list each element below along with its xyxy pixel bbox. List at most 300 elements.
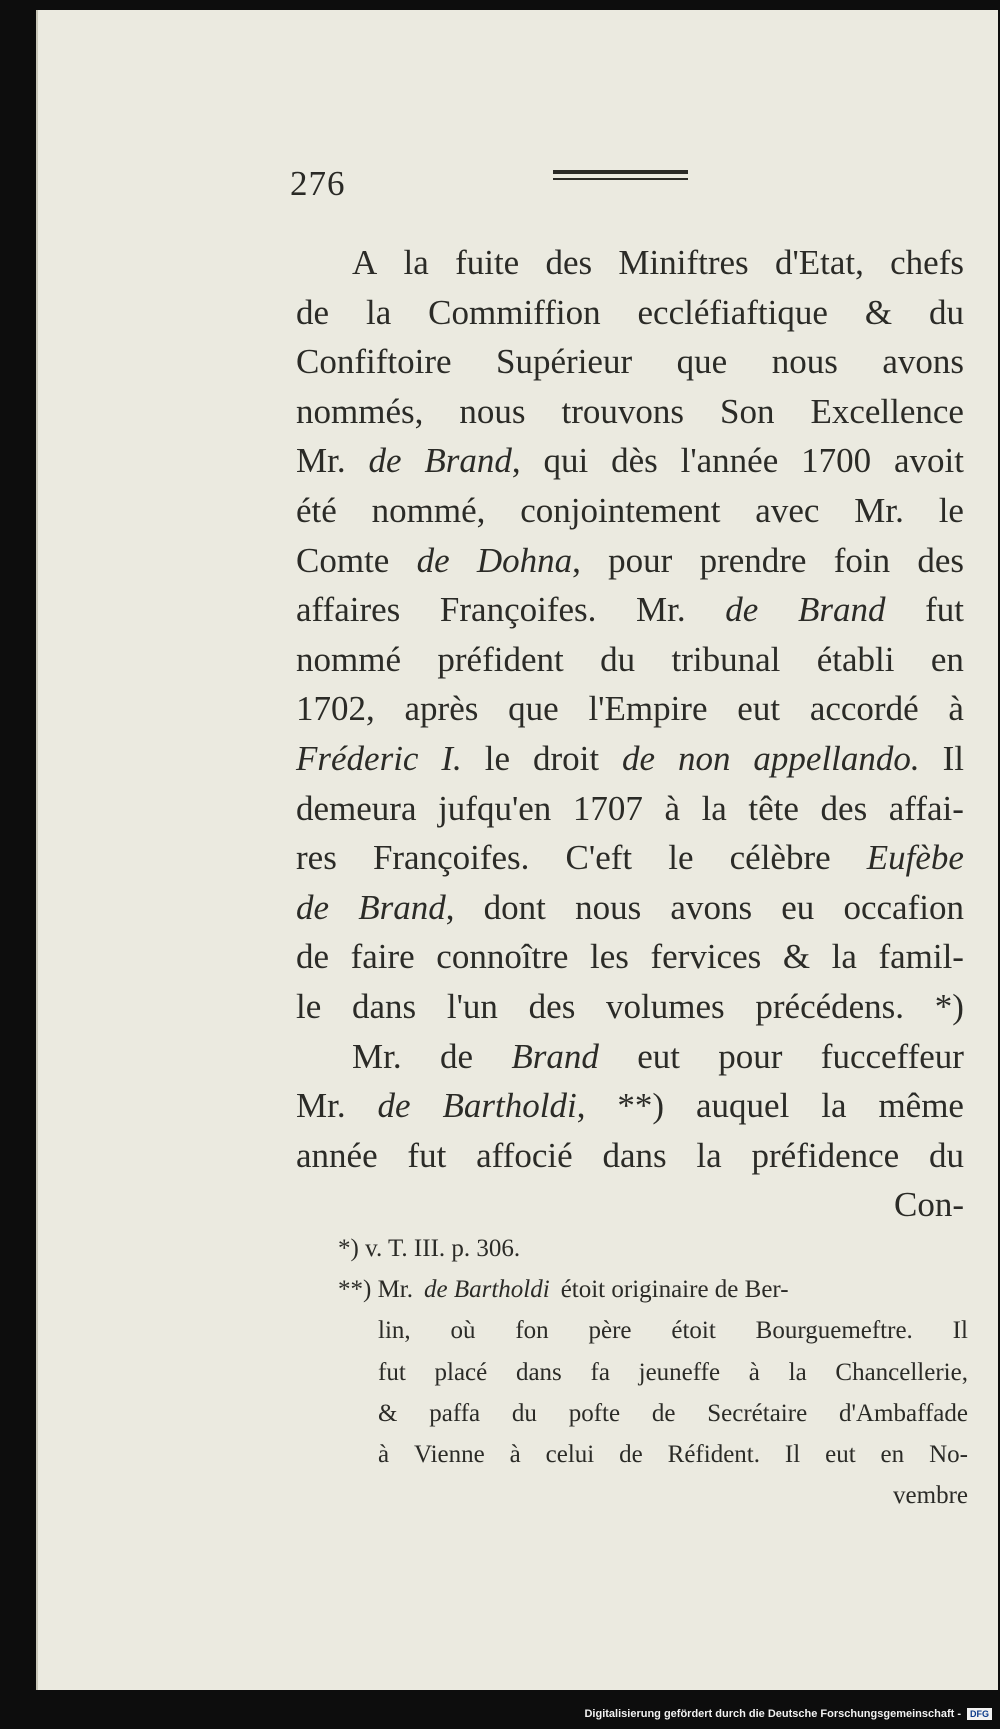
word bbox=[440, 585, 596, 635]
word bbox=[378, 1393, 397, 1434]
word bbox=[428, 288, 600, 338]
text-run: connoître bbox=[436, 937, 569, 977]
text-run: de bbox=[296, 292, 330, 332]
text-run: l'un bbox=[446, 986, 498, 1026]
text-run: Il bbox=[784, 1440, 801, 1468]
text-run: & bbox=[378, 1399, 398, 1427]
dfg-logo: DFG bbox=[967, 1708, 992, 1720]
text-run: en bbox=[930, 639, 964, 679]
word bbox=[619, 1434, 643, 1475]
word bbox=[589, 1310, 632, 1351]
word bbox=[443, 1081, 586, 1131]
word bbox=[451, 1310, 476, 1351]
word bbox=[296, 932, 329, 982]
word bbox=[476, 1131, 573, 1181]
text-run: avoit bbox=[893, 441, 964, 481]
text-run: à bbox=[948, 689, 964, 729]
word bbox=[417, 536, 450, 586]
word bbox=[296, 833, 337, 883]
word bbox=[939, 486, 964, 536]
text-run: avons bbox=[882, 342, 964, 382]
word bbox=[573, 784, 643, 834]
word bbox=[843, 883, 963, 933]
text-run: des bbox=[545, 243, 593, 282]
word bbox=[296, 536, 389, 586]
text-run: du bbox=[600, 639, 636, 679]
word bbox=[435, 1352, 488, 1393]
text-run: prendre bbox=[699, 540, 807, 580]
word bbox=[677, 337, 728, 387]
word bbox=[606, 982, 725, 1032]
word bbox=[720, 387, 774, 437]
word bbox=[878, 932, 964, 982]
text-run: à bbox=[664, 788, 680, 828]
word bbox=[801, 436, 871, 486]
word bbox=[639, 1352, 720, 1393]
text-line bbox=[296, 635, 964, 685]
text-run: la bbox=[821, 1086, 847, 1126]
text-run: dans bbox=[515, 1358, 562, 1386]
text-run: la bbox=[831, 937, 857, 977]
text-run: fut bbox=[407, 1135, 447, 1175]
text-run: le bbox=[484, 738, 510, 778]
word bbox=[783, 932, 810, 982]
text-run: lin, bbox=[378, 1317, 411, 1345]
word bbox=[929, 1131, 964, 1181]
text-run: *) bbox=[934, 986, 964, 1026]
word bbox=[296, 883, 329, 933]
word bbox=[352, 238, 377, 288]
word bbox=[789, 1352, 807, 1393]
text-run: tête bbox=[748, 788, 799, 828]
italic-text: Brand bbox=[358, 887, 446, 927]
text-run: Secrétaire bbox=[707, 1399, 808, 1427]
word bbox=[681, 436, 779, 486]
word bbox=[496, 337, 632, 387]
word bbox=[296, 684, 375, 734]
text-run: celui bbox=[545, 1440, 595, 1468]
text-run: famil- bbox=[878, 937, 964, 977]
italic-text: Brand bbox=[424, 441, 512, 481]
footnotes bbox=[338, 1228, 968, 1516]
word bbox=[753, 734, 919, 784]
text-run: père bbox=[588, 1317, 632, 1345]
word bbox=[652, 1393, 676, 1434]
text-line bbox=[296, 883, 964, 933]
text-run: du bbox=[929, 292, 964, 332]
text-run: eccléfiaftique bbox=[637, 292, 828, 332]
word bbox=[925, 585, 964, 635]
text-run: jeuneffe bbox=[638, 1358, 721, 1386]
word bbox=[636, 585, 686, 635]
word bbox=[510, 1434, 521, 1475]
text-run: **) bbox=[617, 1086, 665, 1126]
text-run: avons bbox=[670, 887, 753, 927]
text-run: conjointement bbox=[520, 490, 721, 530]
word bbox=[748, 784, 799, 834]
italic-text: de Bartholdi bbox=[424, 1276, 550, 1304]
word bbox=[785, 1434, 800, 1475]
text-run: étoit bbox=[671, 1317, 716, 1345]
text-run: la bbox=[788, 1358, 807, 1386]
text-run: des bbox=[528, 986, 576, 1026]
word bbox=[515, 1310, 548, 1351]
word bbox=[296, 734, 418, 784]
italic-text: de bbox=[725, 590, 759, 630]
text-run: Commiffion bbox=[428, 292, 601, 332]
text-run: nous bbox=[575, 887, 642, 927]
text-run: fuite bbox=[455, 243, 520, 282]
text-run: Comte bbox=[296, 540, 390, 580]
text-run: Mr. bbox=[296, 1086, 346, 1126]
text-run: nommés, bbox=[296, 391, 424, 431]
text-run: Françoifes. bbox=[372, 838, 530, 878]
word bbox=[545, 238, 592, 288]
text-run: du bbox=[511, 1399, 537, 1427]
text-run: 1707 bbox=[572, 788, 643, 828]
word bbox=[441, 734, 461, 784]
text-line bbox=[296, 486, 964, 536]
text-run: d'Ambaffade bbox=[838, 1399, 968, 1427]
word bbox=[546, 1434, 595, 1475]
text-run: pour bbox=[608, 540, 673, 580]
text-run: demeura bbox=[296, 788, 417, 828]
word bbox=[378, 1310, 411, 1351]
word bbox=[953, 1310, 968, 1351]
word bbox=[484, 883, 546, 933]
text-run: auquel bbox=[696, 1086, 790, 1126]
text-run: *) v. T. III. p. 306. bbox=[338, 1235, 521, 1262]
header-ornament-rule bbox=[553, 170, 688, 182]
word bbox=[755, 982, 904, 1032]
italic-text: non bbox=[677, 738, 731, 778]
word bbox=[296, 288, 329, 338]
text-line bbox=[296, 734, 964, 784]
word bbox=[637, 1032, 680, 1082]
word bbox=[718, 1032, 782, 1082]
word bbox=[929, 288, 964, 338]
word bbox=[296, 436, 346, 486]
text-run: qui bbox=[543, 441, 589, 481]
word bbox=[366, 288, 391, 338]
word bbox=[835, 1352, 968, 1393]
word bbox=[520, 486, 720, 536]
word bbox=[749, 1352, 760, 1393]
word bbox=[404, 238, 429, 288]
word bbox=[407, 1131, 446, 1181]
word bbox=[378, 1434, 389, 1475]
word bbox=[931, 635, 964, 685]
text-run: nommé bbox=[296, 639, 401, 679]
body-text bbox=[296, 238, 964, 1230]
text-run: de bbox=[296, 937, 330, 977]
book-page bbox=[36, 10, 998, 1690]
text-run: même bbox=[878, 1086, 964, 1126]
text-run: à bbox=[748, 1358, 760, 1386]
footnote-line bbox=[338, 1434, 968, 1475]
text-run: précédens. bbox=[755, 986, 905, 1026]
text-run: après bbox=[404, 689, 479, 729]
text-run: la bbox=[403, 243, 429, 282]
text-run: Bourguemeftre. bbox=[755, 1317, 913, 1345]
text-run: **) Mr. bbox=[338, 1276, 413, 1304]
text-run: année bbox=[296, 1135, 378, 1175]
word bbox=[372, 486, 486, 536]
word bbox=[881, 1434, 905, 1475]
word bbox=[650, 932, 761, 982]
word bbox=[296, 486, 337, 536]
italic-text: Eufèbe bbox=[866, 838, 964, 878]
word bbox=[622, 734, 655, 784]
text-run: volumes bbox=[606, 986, 725, 1026]
text-run: foin bbox=[833, 540, 891, 580]
italic-text: de bbox=[296, 887, 330, 927]
footnote-line bbox=[338, 1352, 968, 1393]
word bbox=[839, 1393, 968, 1434]
text-run: accordé bbox=[809, 689, 919, 729]
text-run: eu bbox=[781, 887, 815, 927]
text-run: été bbox=[296, 490, 337, 530]
italic-text: de bbox=[368, 441, 402, 481]
text-run: Vienne bbox=[414, 1440, 485, 1468]
italic-text: Brand bbox=[511, 1036, 599, 1076]
text-run: Miniftres bbox=[618, 243, 749, 282]
word bbox=[821, 1032, 964, 1082]
word bbox=[296, 585, 400, 635]
text-run: vembre bbox=[893, 1482, 968, 1510]
text-run: fon bbox=[515, 1317, 549, 1345]
word bbox=[511, 1032, 599, 1082]
text-run: fervices bbox=[650, 937, 762, 977]
italic-text: de bbox=[377, 1086, 411, 1126]
text-run: à bbox=[378, 1440, 390, 1468]
word bbox=[529, 982, 576, 1032]
text-run: la bbox=[696, 1135, 722, 1175]
text-run: Mr. bbox=[352, 1036, 402, 1076]
word bbox=[438, 784, 551, 834]
page-number: 276 bbox=[290, 164, 346, 203]
text-run: établi bbox=[816, 639, 895, 679]
text-run: de bbox=[619, 1440, 643, 1468]
word bbox=[702, 784, 727, 834]
word bbox=[730, 833, 831, 883]
word bbox=[447, 982, 498, 1032]
text-run: A bbox=[352, 243, 378, 282]
text-run: Françoifes. bbox=[439, 590, 597, 630]
word bbox=[810, 387, 964, 437]
footnote-line bbox=[338, 1310, 968, 1351]
text-run: droit bbox=[532, 738, 600, 778]
word bbox=[817, 635, 895, 685]
word bbox=[352, 1032, 402, 1082]
word bbox=[296, 1081, 346, 1131]
text-run: tribunal bbox=[671, 639, 781, 679]
text-run: d'Etat, bbox=[774, 243, 864, 282]
word bbox=[351, 932, 415, 982]
text-line bbox=[296, 833, 964, 883]
word bbox=[943, 734, 964, 784]
text-run: No- bbox=[929, 1440, 968, 1468]
text-line bbox=[296, 932, 964, 982]
word bbox=[477, 536, 581, 586]
word bbox=[756, 1310, 913, 1351]
word bbox=[935, 982, 964, 1032]
italic-text: Dohna bbox=[476, 540, 573, 580]
word bbox=[378, 1352, 406, 1393]
text-run: fut bbox=[378, 1358, 406, 1386]
text-run: étoit originaire de Ber- bbox=[560, 1276, 789, 1304]
word bbox=[882, 337, 964, 387]
text-run: Son bbox=[719, 391, 775, 431]
word bbox=[725, 585, 758, 635]
word bbox=[512, 1393, 537, 1434]
footnote-line bbox=[338, 1393, 968, 1434]
word bbox=[436, 932, 568, 982]
word bbox=[591, 1352, 610, 1393]
text-run: le bbox=[296, 986, 322, 1026]
text-run: de bbox=[439, 1036, 473, 1076]
text-line bbox=[296, 1081, 964, 1131]
text-run: à bbox=[509, 1440, 521, 1468]
word bbox=[668, 833, 693, 883]
text-run: nous bbox=[771, 342, 838, 382]
text-run: Il bbox=[952, 1317, 968, 1345]
text-run: dès bbox=[611, 441, 658, 481]
text-line bbox=[296, 585, 964, 635]
word bbox=[781, 883, 814, 933]
text-run: eut bbox=[737, 689, 781, 729]
text-run: Réfident. bbox=[667, 1440, 760, 1468]
word bbox=[296, 337, 452, 387]
text-run: des bbox=[917, 540, 964, 580]
text-line bbox=[296, 784, 964, 834]
text-run: célèbre bbox=[729, 838, 831, 878]
text-run: préfident bbox=[437, 639, 564, 679]
word bbox=[696, 1081, 789, 1131]
italic-text: de bbox=[416, 540, 450, 580]
word bbox=[296, 635, 401, 685]
text-run: & bbox=[782, 937, 811, 977]
text-run: trouvons bbox=[561, 391, 684, 431]
word bbox=[917, 536, 964, 586]
word bbox=[437, 635, 563, 685]
word bbox=[878, 1081, 964, 1131]
text-run: fa bbox=[590, 1358, 610, 1386]
text-run: l'Empire bbox=[588, 689, 708, 729]
text-run: dans bbox=[602, 1135, 667, 1175]
word bbox=[867, 833, 964, 883]
text-run: Chancellerie, bbox=[835, 1358, 968, 1386]
word bbox=[825, 1434, 856, 1475]
text-line bbox=[296, 1180, 964, 1230]
text-run: dans bbox=[352, 986, 417, 1026]
word bbox=[670, 883, 752, 933]
word bbox=[865, 288, 892, 338]
italic-text: appellando. bbox=[753, 738, 920, 778]
word bbox=[414, 1434, 485, 1475]
text-run: , bbox=[576, 1086, 586, 1126]
word bbox=[533, 734, 599, 784]
text-run: chefs bbox=[890, 243, 964, 282]
text-run: la bbox=[701, 788, 727, 828]
text-run: Supérieur bbox=[496, 342, 633, 382]
text-line bbox=[296, 288, 964, 338]
text-run: nous bbox=[459, 391, 526, 431]
text-run: Mr. bbox=[636, 590, 686, 630]
word bbox=[668, 1434, 760, 1475]
text-run: fut bbox=[925, 590, 964, 630]
word bbox=[664, 784, 680, 834]
word bbox=[671, 635, 780, 685]
digitization-credit bbox=[584, 1708, 992, 1720]
text-run: Mr. bbox=[296, 441, 346, 481]
text-run: Confiftoire bbox=[296, 342, 452, 382]
word bbox=[737, 684, 780, 734]
text-run: affai- bbox=[888, 788, 964, 828]
text-run: affocié bbox=[476, 1135, 573, 1175]
word bbox=[798, 585, 886, 635]
text-run: 1700 bbox=[801, 441, 872, 481]
word bbox=[775, 238, 864, 288]
word bbox=[440, 1032, 473, 1082]
text-run: 1702, bbox=[296, 689, 375, 729]
text-line bbox=[296, 387, 964, 437]
word bbox=[752, 1131, 900, 1181]
word bbox=[378, 1081, 411, 1131]
italic-text: Bartholdi bbox=[442, 1086, 577, 1126]
word bbox=[352, 982, 416, 1032]
word bbox=[368, 436, 401, 486]
text-line bbox=[296, 684, 964, 734]
word bbox=[296, 982, 321, 1032]
text-run: la bbox=[365, 292, 392, 332]
italic-text: I. bbox=[441, 738, 462, 778]
text-run: & bbox=[864, 292, 893, 332]
word bbox=[611, 436, 658, 486]
text-run: paffa bbox=[429, 1399, 481, 1427]
text-run: que bbox=[508, 689, 559, 729]
word bbox=[755, 486, 819, 536]
text-run: du bbox=[929, 1135, 964, 1175]
text-run: les bbox=[590, 937, 629, 977]
text-run: de bbox=[651, 1399, 676, 1427]
word bbox=[516, 1352, 562, 1393]
text-run: affaires bbox=[296, 590, 401, 630]
text-run: avec bbox=[755, 490, 820, 530]
credit-text: Digitalisierung gefördert durch die Deutsche Forschungsgemeinschaft - bbox=[584, 1708, 961, 1720]
text-run: , bbox=[572, 540, 581, 580]
word bbox=[810, 684, 919, 734]
word bbox=[373, 833, 529, 883]
word bbox=[602, 1131, 666, 1181]
word bbox=[618, 238, 748, 288]
text-run: l'année bbox=[680, 441, 779, 481]
text-line bbox=[296, 436, 964, 486]
text-run: Excellence bbox=[810, 391, 964, 431]
text-run: jufqu'en bbox=[438, 788, 552, 828]
text-line bbox=[296, 337, 964, 387]
text-line bbox=[296, 238, 964, 288]
footnote-line bbox=[338, 1269, 968, 1310]
word bbox=[834, 536, 890, 586]
text-run: occafion bbox=[843, 887, 964, 927]
text-run: le bbox=[668, 838, 694, 878]
text-run: Il bbox=[942, 738, 964, 778]
text-run: préfidence bbox=[751, 1135, 900, 1175]
word bbox=[894, 436, 964, 486]
word bbox=[590, 932, 629, 982]
text-run: eut bbox=[825, 1440, 856, 1468]
